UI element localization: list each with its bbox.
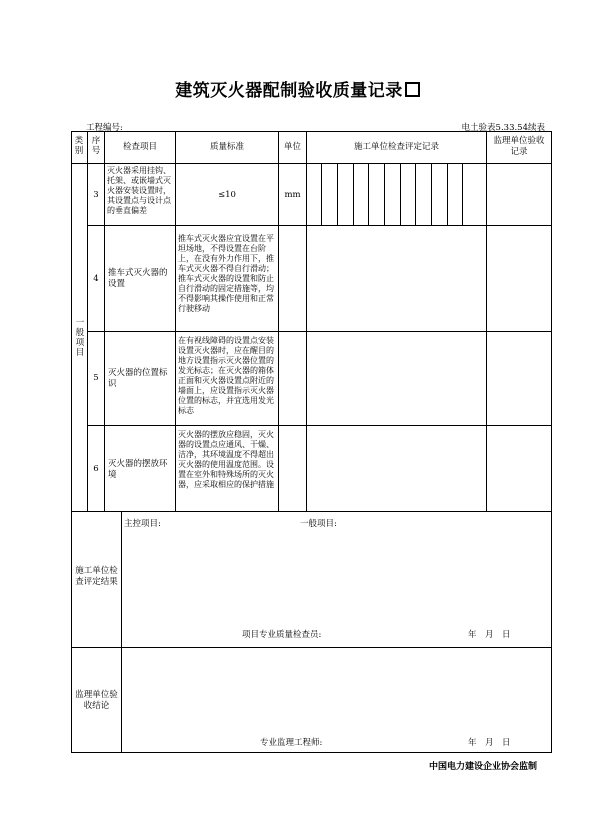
header-unit: 单位 <box>283 142 301 152</box>
header-item: 检查项目 <box>122 142 157 152</box>
footer-issuer: 中国电力建设企业协会监制 <box>428 762 537 772</box>
header-seq: 序号 <box>91 136 101 156</box>
row-no: 3 <box>93 190 99 200</box>
form-number: 电土验表5.33.54续表 <box>461 123 545 133</box>
row-no: 6 <box>93 464 99 474</box>
row-item: 灭火器的摆放环境 <box>108 459 168 480</box>
row-unit: mm <box>284 190 301 200</box>
row-standard: 在有视线障碍的设置点安装设置灭火器时，应在醒目的地方设置指示灭火器位置的发光标志；在灭火器的箱体正面和灭火器设置点附近的墙面上，应设置指示灭火器位置的标志，并宜选用发光标志 <box>178 336 274 415</box>
header-supervision-record: 监理单位验收记录 <box>493 136 545 157</box>
row-item: 灭火器采用挂钩、托架、或嵌墙式灭火器安装设置时，其设置点与设计点的垂直偏差 <box>107 166 171 215</box>
row-no: 4 <box>93 274 99 284</box>
checkbox-glyph <box>405 82 420 97</box>
inspector-date: 年 月 日 <box>468 630 511 640</box>
header-standard: 质量标准 <box>209 142 244 152</box>
inspector-label: 项目专业质量检查员: <box>242 630 322 640</box>
general-items-label: 一般项目: <box>300 519 337 529</box>
page-title: 建筑灭火器配制验收质量记录 <box>0 76 595 101</box>
row-item: 灭火器的位置标识 <box>108 368 168 389</box>
supervision-conclusion-label: 监理单位验收结论 <box>75 690 118 711</box>
row-standard: 灭火器的摆放应稳固，灭火器的设置点应通风、干燥、洁净，其环境温度不得超出灭火器的使用温度范围。设置在室外和特殊场所的灭火器，应采取相应的保护措施 <box>178 430 274 489</box>
engineer-label: 专业监理工程师: <box>260 738 323 748</box>
project-number-label: 工程编号: <box>86 123 123 133</box>
engineer-date: 年 月 日 <box>468 738 511 748</box>
main-items-label: 主控项目: <box>124 519 161 529</box>
category-general: 一般项目 <box>75 318 85 358</box>
row-item: 推车式灭火器的设置 <box>108 268 168 289</box>
row-standard: ≤10 <box>218 190 236 200</box>
header-category: 类别 <box>74 136 84 156</box>
row-no: 5 <box>93 373 99 383</box>
header-construction-record: 施工单位检查评定记录 <box>353 142 439 152</box>
row-standard: 推车式灭火器应宜设置在平坦场地，不得设置在台阶上，在没有外力作用下，推车式灭火器不得自行滑动；推车式灭火器的设置和防止自行滑动的固定措施等，均不得影响其操作使用和正常行驶移动 <box>178 234 274 313</box>
construction-eval-label: 施工单位检查评定结果 <box>75 566 118 587</box>
